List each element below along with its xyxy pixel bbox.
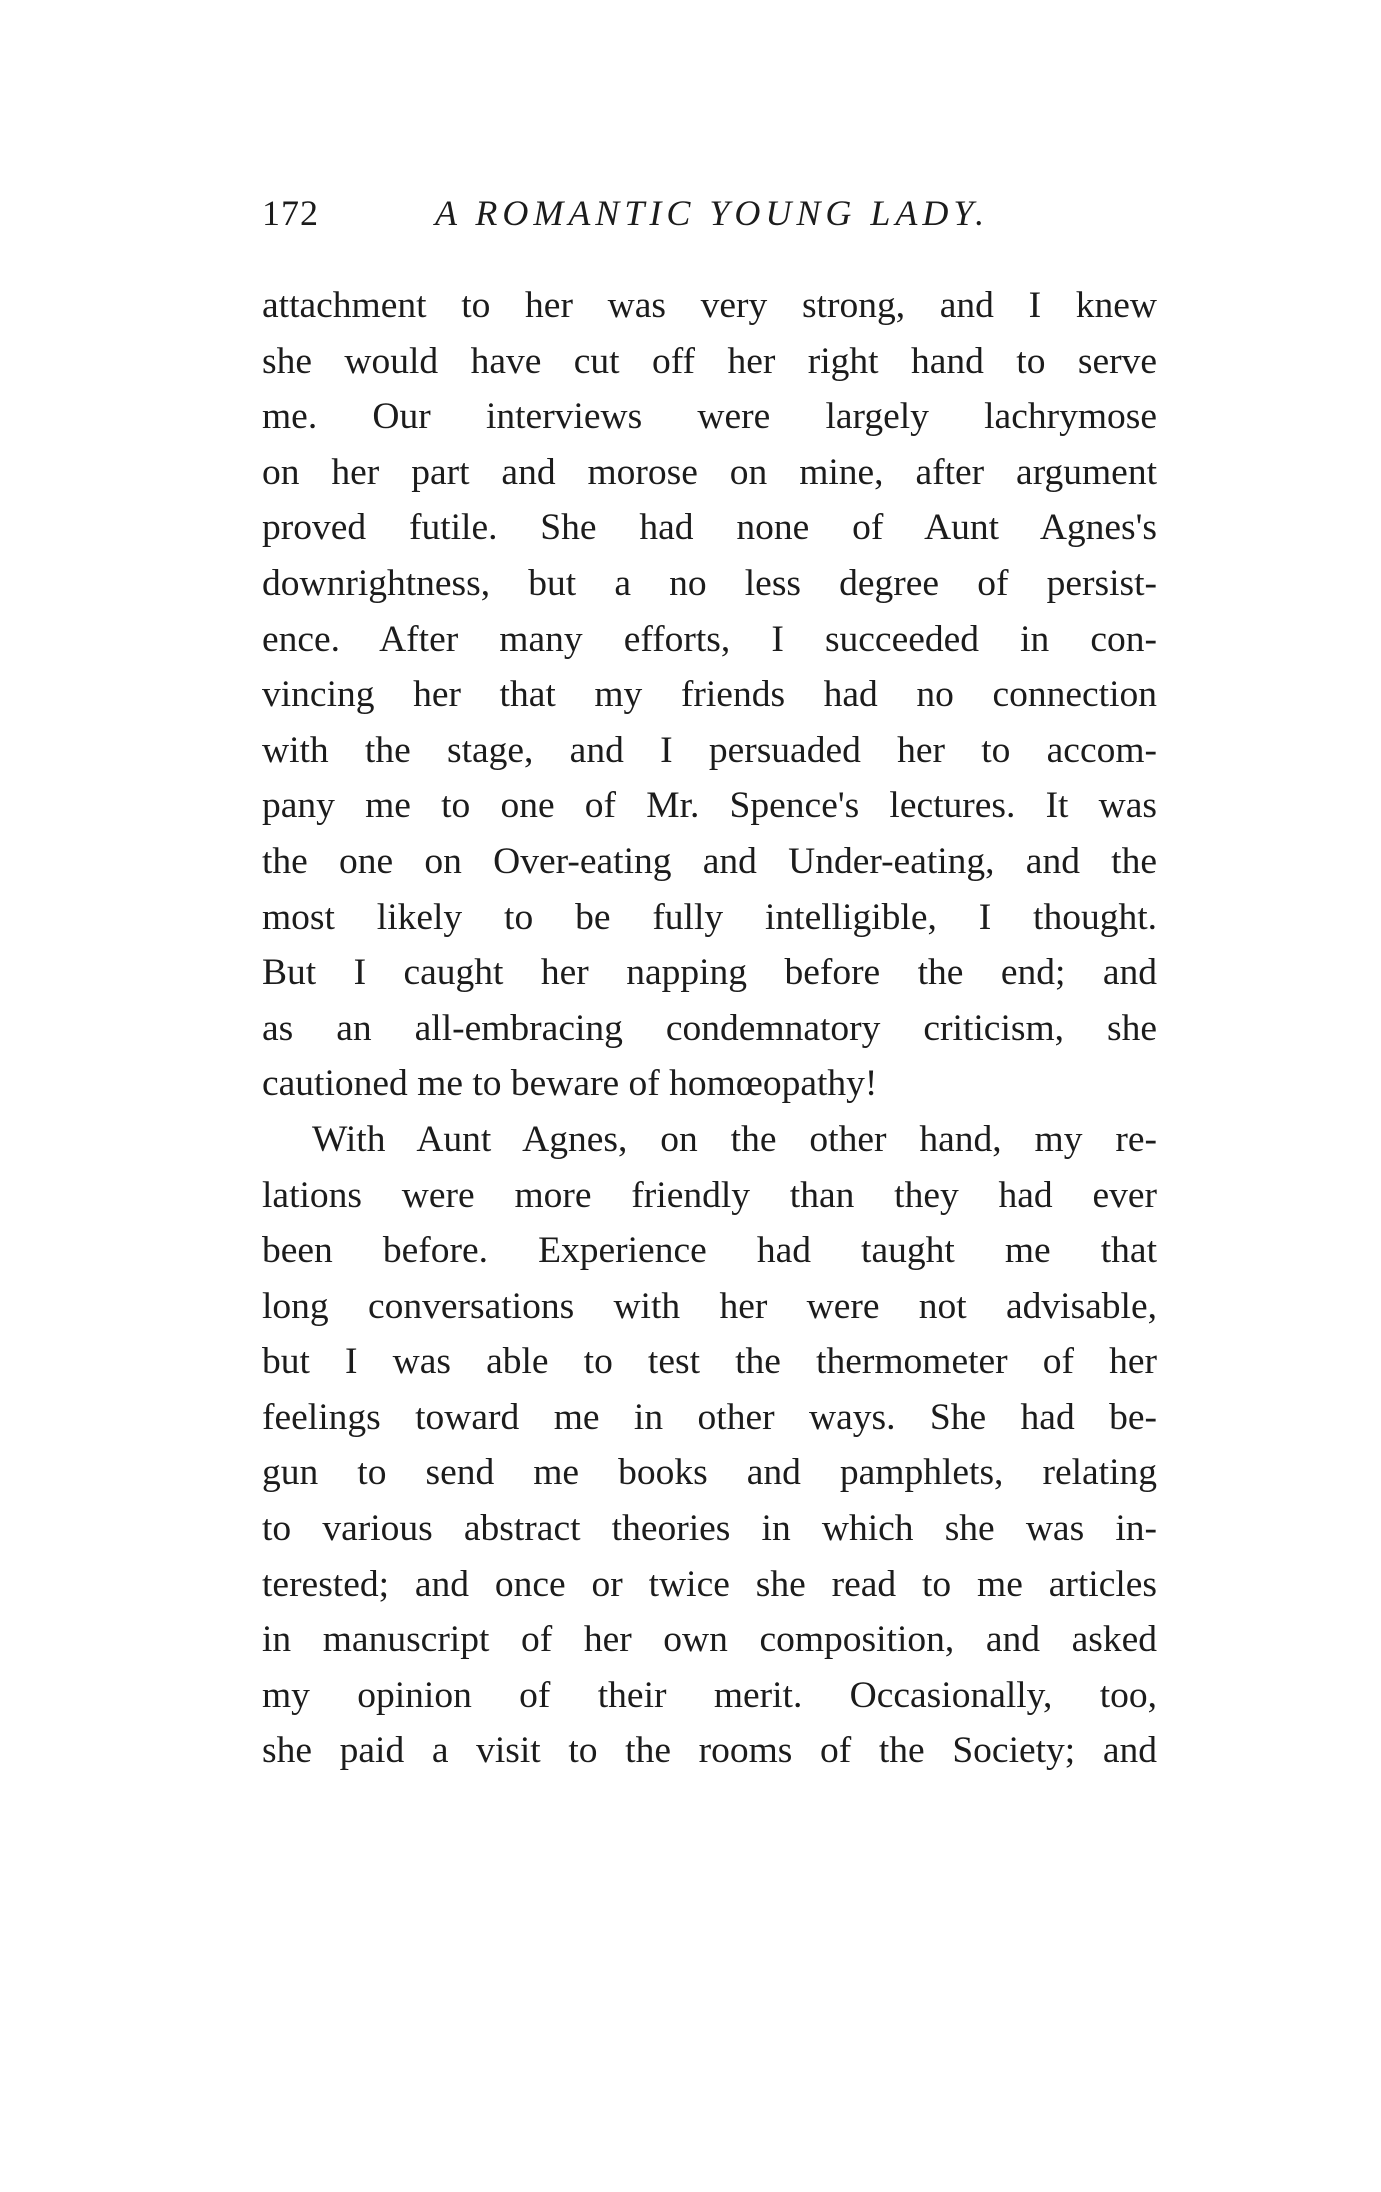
- text-line: been before. Experience had taught me that: [262, 1230, 1157, 1272]
- text-line: vincing her that my friends had no connection: [262, 674, 1157, 716]
- text-line: on her part and morose on mine, after argument: [262, 451, 1157, 493]
- text-line: pany me to one of Mr. Spence's lectures. It was: [262, 785, 1157, 827]
- page-number: 172: [262, 193, 319, 233]
- running-head: [262, 188, 1162, 238]
- running-title: A ROMANTIC YOUNG LADY.: [435, 193, 990, 233]
- body-text: [262, 278, 1157, 1779]
- text-line: attachment to her was very strong, and I knew: [262, 285, 1157, 326]
- text-line: with the stage, and I persuaded her to accom-: [262, 729, 1157, 771]
- text-line: the one on Over-eating and Under-eating, and the: [262, 840, 1157, 882]
- text-line: me. Our interviews were largely lachrymose: [262, 396, 1157, 438]
- text-line: But I caught her napping before the end; and: [262, 952, 1157, 994]
- text-line: to various abstract theories in which she was in-: [262, 1508, 1157, 1550]
- text-line: most likely to be fully intelligible, I thought.: [262, 896, 1157, 938]
- paragraph-first-line: With Aunt Agnes, on the other hand, my re-: [312, 1118, 1157, 1160]
- text-line: but I was able to test the thermometer of her: [262, 1341, 1157, 1383]
- text-line: lations were more friendly than they had ever: [262, 1174, 1157, 1216]
- text-line: downrightness, but a no less degree of persist-: [262, 562, 1157, 604]
- text-line: she would have cut off her right hand to serve: [262, 340, 1157, 382]
- text-line: feelings toward me in other ways. She had be-: [262, 1396, 1157, 1438]
- text-line: she paid a visit to the rooms of the Society; and: [262, 1730, 1157, 1772]
- text-line: proved futile. She had none of Aunt Agnes's: [262, 507, 1157, 549]
- text-line: ence. After many efforts, I succeeded in con-: [262, 618, 1157, 660]
- text-line: long conversations with her were not advisable,: [262, 1285, 1157, 1327]
- text-line: my opinion of their merit. Occasionally, too,: [262, 1674, 1157, 1716]
- text-line: as an all-embracing condemnatory criticism, she: [262, 1007, 1157, 1049]
- text-line: gun to send me books and pamphlets, relating: [262, 1452, 1157, 1494]
- text-line: terested; and once or twice she read to me articles: [262, 1563, 1157, 1605]
- text-line: in manuscript of her own composition, and asked: [262, 1619, 1157, 1661]
- paragraph-last-line: cautioned me to beware of homœopathy!: [262, 1063, 878, 1105]
